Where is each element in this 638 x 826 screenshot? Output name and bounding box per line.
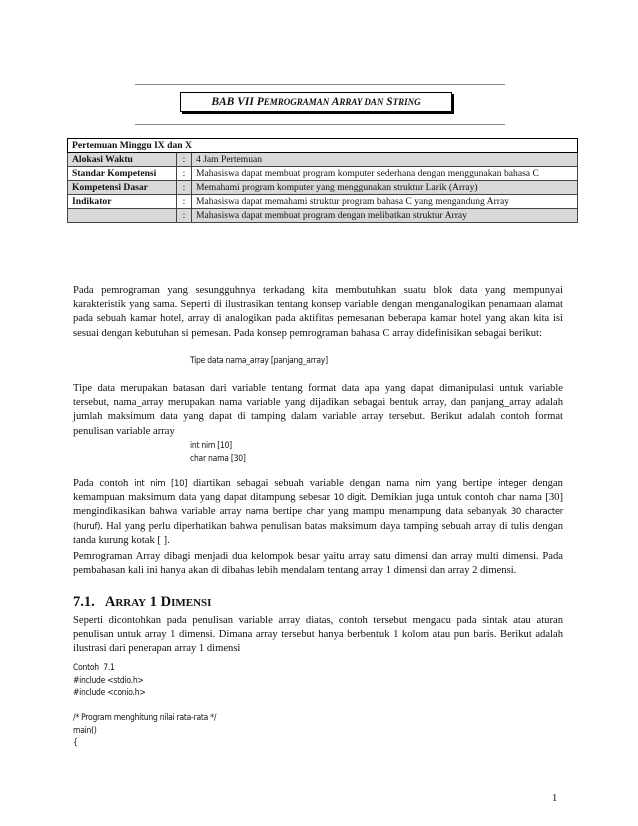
page-number: 1 xyxy=(552,793,558,804)
row-label xyxy=(68,209,177,223)
competency-table xyxy=(67,138,578,223)
row-separator: : xyxy=(177,153,192,167)
code-listing: Contoh 7.1 #include <stdio.h> #include <conio.h> /* Program menghitung nilai rata-rata */ main() { xyxy=(73,663,217,748)
bottom-rule xyxy=(135,124,505,125)
row-value: Mahasiswa dapat membuat program dengan melibatkan struktur Array xyxy=(192,209,578,223)
paragraph-pembagian: Pemrograman Array dibagi menjadi dua kelompok besar yaitu array satu dimensi dan array multi dimensi. Pada pembahasan kali ini hanya akan di dibahas lebih mendalam tentang array 1 dimensi dan array 2 dimensi. xyxy=(73,551,563,577)
row-separator: : xyxy=(177,209,192,223)
table-header: Pertemuan Minggu IX dan X xyxy=(68,139,578,153)
inline-code: 30 character (huruf) xyxy=(73,507,563,532)
row-separator: : xyxy=(177,167,192,181)
paragraph-tipe-data: Tipe data merupakan batasan dari variable tentang format data apa yang dapat dimanipulasi untuk variable tersebut, nama_array merupakan nama variable yang dijadikan sebagai bentuk array, dan panjang_array adalah jumlah maksimum data yang dapat di tamping dalam variable array tersebut. Berikut adalah contoh format penulisan variable array xyxy=(73,383,563,437)
inline-code: int nim [10] xyxy=(134,479,188,489)
chapter-title: BAB VII PEMROGRAMAN ARRAY DAN STRING xyxy=(180,92,452,112)
row-label: Alokasi Waktu xyxy=(68,153,177,167)
section-heading: 7.1. ARRAY 1 DIMENSI xyxy=(73,594,212,610)
example-code: int nim [10] char nama [30] xyxy=(190,441,246,464)
table-row xyxy=(68,181,578,195)
row-value: Mahasiswa dapat memahami struktur program bahasa C yang mengandung Array xyxy=(192,195,578,209)
paragraph-intro: Pada pemrograman yang sesungguhnya terkadang kita membutuhkan suatu blok data yang mempunyai karakteristik yang sama. Seperti di ilustrasikan tentang konsep variable dengan menganalogikan penamaan alamat pada sebuah kamar hotel, array di analogikan pada aktifitas pemesanan beberapa kamar hotel yang akan kita isi sesuai dengan kebutuhan si pemesan. Pada konsep pemrograman bahasa C array didefinisikan sebagai berikut: xyxy=(73,285,563,339)
table-row xyxy=(68,167,578,181)
row-value: Mahasiswa dapat membuat program komputer sederhana dengan menggunakan bahasa C xyxy=(192,167,578,181)
inline-code: 10 digit xyxy=(333,493,365,504)
inline-code: nim xyxy=(415,479,431,489)
table-row xyxy=(68,209,578,223)
row-label: Standar Kompetensi xyxy=(68,167,177,181)
inline-code: char xyxy=(306,507,324,518)
top-rule xyxy=(135,84,505,85)
paragraph-contoh: Pada contoh int nim [10] diartikan sebagai sebuah variable dengan nama nim yang bertipe integer dengan kemampuan maksimum data yang dapat ditampung sebesar 10 digit. Demikian juga untuk contoh char nama [30] mengindikasikan bahwa variable array nama bertipe char yang mampu menampung data sebanyak 30 character (huruf). Hal yang perlu diperhatikan bahwa penulisan batas maksimum daya tamping sebuah array di tulis dengan tanda kurung kotak [ ]. xyxy=(73,478,563,546)
inline-code: integer xyxy=(498,479,527,489)
row-separator: : xyxy=(177,181,192,195)
row-separator: : xyxy=(177,195,192,209)
row-label: Indikator xyxy=(68,195,177,209)
syntax-line: Tipe data nama_array [panjang_array] xyxy=(190,356,328,366)
table-row xyxy=(68,153,578,167)
table-row xyxy=(68,195,578,209)
row-value: Memahami program komputer yang menggunakan struktur Larik (Array) xyxy=(192,181,578,195)
inline-code: nama xyxy=(245,507,269,518)
paragraph-array-1d: Seperti dicontohkan pada penulisan variable array diatas, contoh tersebut mengacu pada sintak atau aturan penulisan untuk array 1 dimensi. Dimana array tersebut hanya berbentuk 1 kolom atau pun baris. Berikut adalah ilustrasi dari penerapan array 1 dimensi xyxy=(73,615,563,655)
row-label: Kompetensi Dasar xyxy=(68,181,177,195)
row-value: 4 Jam Pertemuan xyxy=(192,153,578,167)
